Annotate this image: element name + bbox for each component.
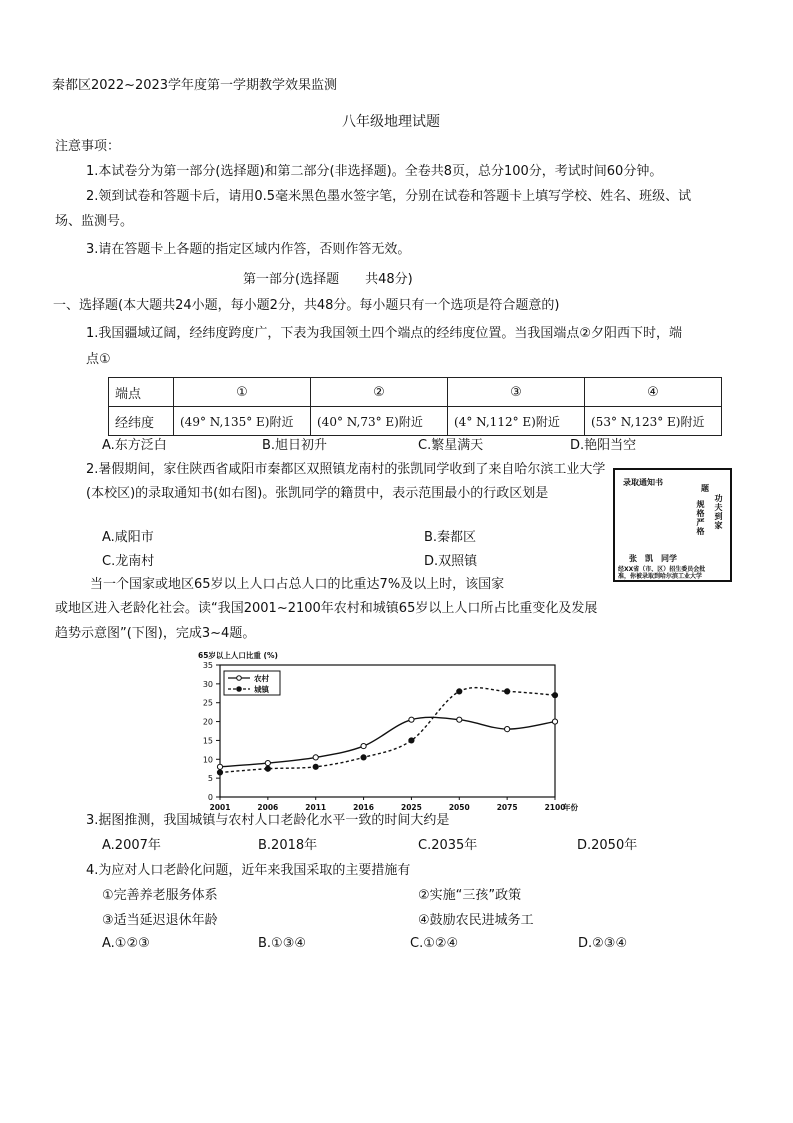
x-tick-label: 2025 xyxy=(400,803,422,812)
series-line-rural xyxy=(220,717,555,766)
q4-option-a[interactable]: A.①②③ xyxy=(102,936,150,951)
notes-item-3: 3.请在答题卡上各题的指定区域内作答，否则作答无效。 xyxy=(86,242,411,257)
q4-choice-4: ④鼓励农民进城务工 xyxy=(418,913,534,928)
q1-stem: 1.我国疆域辽阔，经纬度跨度广，下表为我国领土四个端点的经纬度位置。当我国端点②夕阳西下时，端 xyxy=(86,326,683,341)
data-point-rural xyxy=(313,755,318,760)
notice-title: 录取通知书 xyxy=(623,478,663,487)
data-point-urban xyxy=(552,693,557,698)
q1-option-d[interactable]: D.艳阳当空 xyxy=(570,438,637,453)
x-tick-label: 2016 xyxy=(353,803,375,812)
notes-item-2-cont: 场、监测号。 xyxy=(55,214,134,229)
legend-swatch-marker xyxy=(237,676,242,681)
q4-stem: 4.为应对人口老龄化问题，近年来我国采取的主要措施有 xyxy=(86,863,411,878)
table-cell: (4° N,112° E)附近 xyxy=(448,407,585,436)
x-tick-label: 2100 xyxy=(544,803,566,812)
aging-line-chart xyxy=(190,645,610,815)
intro-line-3: 趋势示意图”(下图)，完成3~4题。 xyxy=(55,626,256,641)
data-point-urban xyxy=(505,689,510,694)
notice-student: 张 凯 同学 xyxy=(629,554,677,563)
q1-stem-cont: 点① xyxy=(86,352,111,367)
q2-stem: 2.暑假期间，家住陕西省咸阳市秦都区双照镇龙南村的张凯同学收到了来自哈尔滨工业大学 xyxy=(86,462,606,477)
table-cell: 经纬度 xyxy=(109,407,174,436)
q4-choice-1: ①完善养老服务体系 xyxy=(102,888,218,903)
y-tick-label: 20 xyxy=(202,717,213,727)
q3-option-c[interactable]: C.2035年 xyxy=(418,838,478,853)
q1-option-b[interactable]: B.旭日初升 xyxy=(262,438,328,453)
data-point-rural xyxy=(217,764,222,769)
data-point-urban xyxy=(361,755,366,760)
notes-item-2: 2.领到试卷和答题卡后，请用0.5毫米黑色墨水签字笔，分别在试卷和答题卡上填写学校、姓名、班级、试 xyxy=(86,189,692,204)
legend-label: 城镇 xyxy=(254,685,269,694)
table-cell: (53° N,123° E)附近 xyxy=(585,407,722,436)
x-tick-label: 2050 xyxy=(448,803,470,812)
intro-line-2: 或地区进入老龄化社会。读“我国2001~2100年农村和城镇65岁以上人口所占比重变化及发展 xyxy=(55,601,598,616)
y-tick-label: 0 xyxy=(207,793,213,802)
y-tick-label: 30 xyxy=(202,679,213,689)
notice-motto-2: 功夫到家 xyxy=(714,494,723,530)
q2-option-b[interactable]: B.秦都区 xyxy=(424,530,477,545)
data-point-rural xyxy=(505,727,510,732)
exam-name: 秦都区2022~2023学年度第一学期教学效果监测 xyxy=(52,78,338,93)
data-point-rural xyxy=(552,719,557,724)
table-cell: (49° N,135° E)附近 xyxy=(174,407,311,436)
table-cell: ① xyxy=(174,378,311,407)
legend-swatch-marker xyxy=(237,687,242,692)
legend-box xyxy=(224,671,280,695)
q4-option-c[interactable]: C.①②④ xyxy=(410,936,459,951)
x-tick-label: 2075 xyxy=(496,803,518,812)
lat-long-table xyxy=(108,377,722,436)
q3-option-a[interactable]: A.2007年 xyxy=(102,838,161,853)
y-tick-label: 10 xyxy=(202,755,213,765)
notice-topic: 题 xyxy=(701,484,709,493)
notice-text-1: 经XX省（市、区）招生委员会批 xyxy=(618,566,706,573)
y-tick-label: 35 xyxy=(202,661,213,670)
table-cell: ④ xyxy=(585,378,722,407)
legend-label: 农村 xyxy=(254,674,269,683)
data-point-rural xyxy=(409,717,414,722)
table-cell: ② xyxy=(311,378,448,407)
notice-motto-1: 规格严格 xyxy=(696,500,705,536)
x-tick-label: 2006 xyxy=(257,803,279,812)
table-row xyxy=(109,378,722,407)
q1-option-a[interactable]: A.东方泛白 xyxy=(102,438,167,453)
table-row xyxy=(109,407,722,436)
section-title: 一、选择题(本大题共24小题，每小题2分，共48分。每小题只有一个选项是符合题意的) xyxy=(53,298,560,313)
q2-option-c[interactable]: C.龙南村 xyxy=(102,554,155,569)
notes-heading: 注意事项： xyxy=(55,139,121,154)
q2-option-a[interactable]: A.咸阳市 xyxy=(102,530,154,545)
data-point-rural xyxy=(361,743,366,748)
notice-text-2: 准，你被录取到哈尔滨工业大学 xyxy=(618,573,703,580)
q3-stem: 3.据图推测，我国城镇与农村人口老龄化水平一致的时间大约是 xyxy=(86,813,450,828)
part1-title: 第一部分(选择题 共48分) xyxy=(243,272,413,287)
y-tick-label: 15 xyxy=(202,736,213,746)
data-point-urban xyxy=(265,766,270,771)
q3-option-d[interactable]: D.2050年 xyxy=(577,838,638,853)
q3-option-b[interactable]: B.2018年 xyxy=(258,838,318,853)
x-axis-label: 年份 xyxy=(563,803,578,812)
y-axis-label: 65岁以上人口比重 (%) xyxy=(198,651,278,660)
data-point-urban xyxy=(217,770,222,775)
data-point-rural xyxy=(457,717,462,722)
admission-notice xyxy=(613,468,732,582)
intro-line-1: 当一个国家或地区65岁以上人口占总人口的比重达7%及以上时，该国家 xyxy=(90,577,505,592)
q4-choice-3: ③适当延迟退休年龄 xyxy=(102,913,218,928)
data-point-urban xyxy=(409,738,414,743)
notes-item-1: 1.本试卷分为第一部分(选择题)和第二部分(非选择题)。全卷共8页，总分100分，考试时间60分钟。 xyxy=(86,164,663,179)
y-tick-label: 25 xyxy=(202,698,213,708)
q1-option-c[interactable]: C.繁星满天 xyxy=(418,438,484,453)
data-point-rural xyxy=(265,760,270,765)
q2-option-d[interactable]: D.双照镇 xyxy=(424,554,478,569)
q4-choice-2: ②实施“三孩”政策 xyxy=(418,888,522,903)
q4-option-b[interactable]: B.①③④ xyxy=(258,936,307,951)
data-point-urban xyxy=(457,689,462,694)
table-cell: (40° N,73° E)附近 xyxy=(311,407,448,436)
q4-option-d[interactable]: D.②③④ xyxy=(578,936,628,951)
table-cell: ③ xyxy=(448,378,585,407)
table-cell: 端点 xyxy=(109,378,174,407)
q2-stem-cont: (本校区)的录取通知书(如右图)。张凯同学的籍贯中，表示范围最小的行政区划是 xyxy=(86,486,549,501)
subject-title: 八年级地理试题 xyxy=(342,114,440,130)
x-tick-label: 2011 xyxy=(305,803,327,812)
x-tick-label: 2001 xyxy=(209,803,231,812)
y-tick-label: 5 xyxy=(207,774,213,784)
data-point-urban xyxy=(313,764,318,769)
